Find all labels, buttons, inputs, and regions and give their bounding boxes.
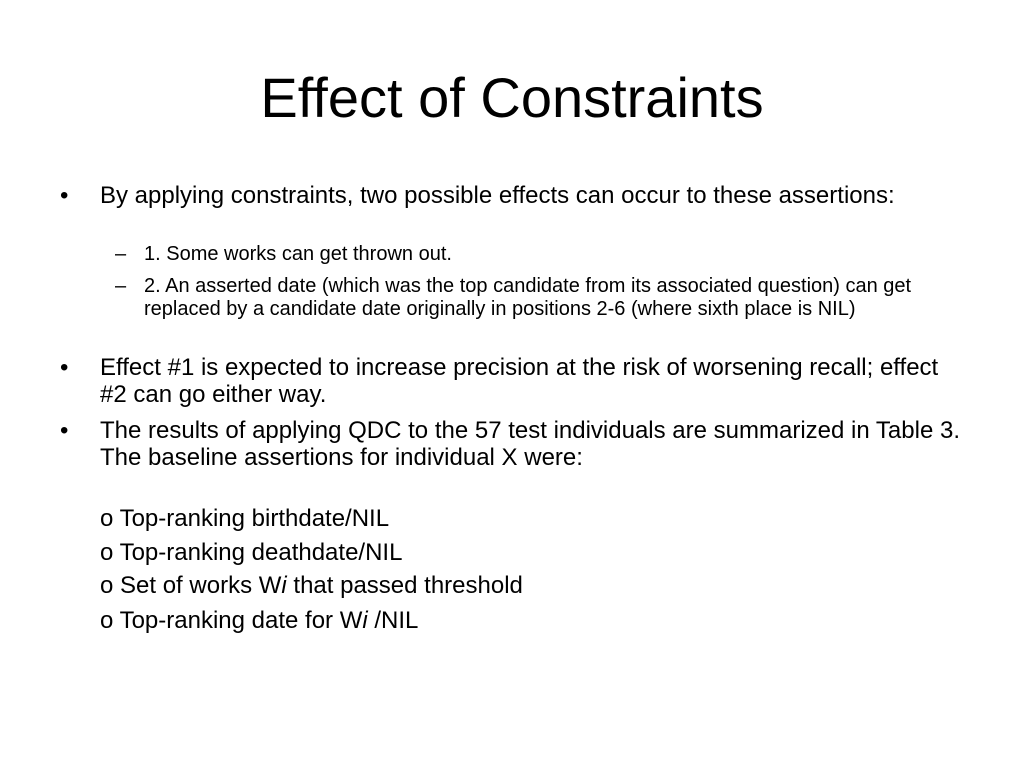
o-list-item xyxy=(100,572,900,599)
slide-title: Effect of Constraints xyxy=(260,66,764,129)
sub-bullet-marker: – xyxy=(115,243,127,265)
o-item-text: o Top-ranking deathdate/NIL xyxy=(100,539,403,566)
o-item-suffix: /NIL xyxy=(367,607,419,634)
bullet-marker: • xyxy=(60,182,69,209)
bullet-marker: • xyxy=(60,354,69,381)
o-item-text: o Top-ranking date for W xyxy=(100,607,363,634)
o-list-item xyxy=(100,539,900,566)
sub-bullet-text: 1. Some works can get thrown out. xyxy=(144,243,452,265)
bullet-text: The results of applying QDC to the 57 test individuals are summarized in Table 3. The baseline assertions for individual X were: xyxy=(100,417,960,471)
sub-bullet-marker: – xyxy=(115,275,127,297)
bullet-marker: • xyxy=(60,417,69,444)
o-item-italic: i xyxy=(281,572,287,599)
bullet-text: Effect #1 is expected to increase precision at the risk of worsening recall; effect #2 can go either way. xyxy=(100,354,939,408)
o-item-text: o Top-ranking birthdate/NIL xyxy=(100,505,390,532)
o-item-text: o Set of works W xyxy=(100,572,282,599)
o-list-item xyxy=(100,607,900,634)
o-list-item xyxy=(100,505,900,532)
o-item-suffix: that passed threshold xyxy=(286,572,523,599)
sub-bullet-text: 2. An asserted date (which was the top candidate from its associated question) can get replaced by a candidate date originally in positions 2-6 (where sixth place is NIL) xyxy=(144,275,912,320)
bullet-text: By applying constraints, two possible effects can occur to these assertions: xyxy=(100,182,895,209)
o-item-italic: i xyxy=(362,607,368,634)
